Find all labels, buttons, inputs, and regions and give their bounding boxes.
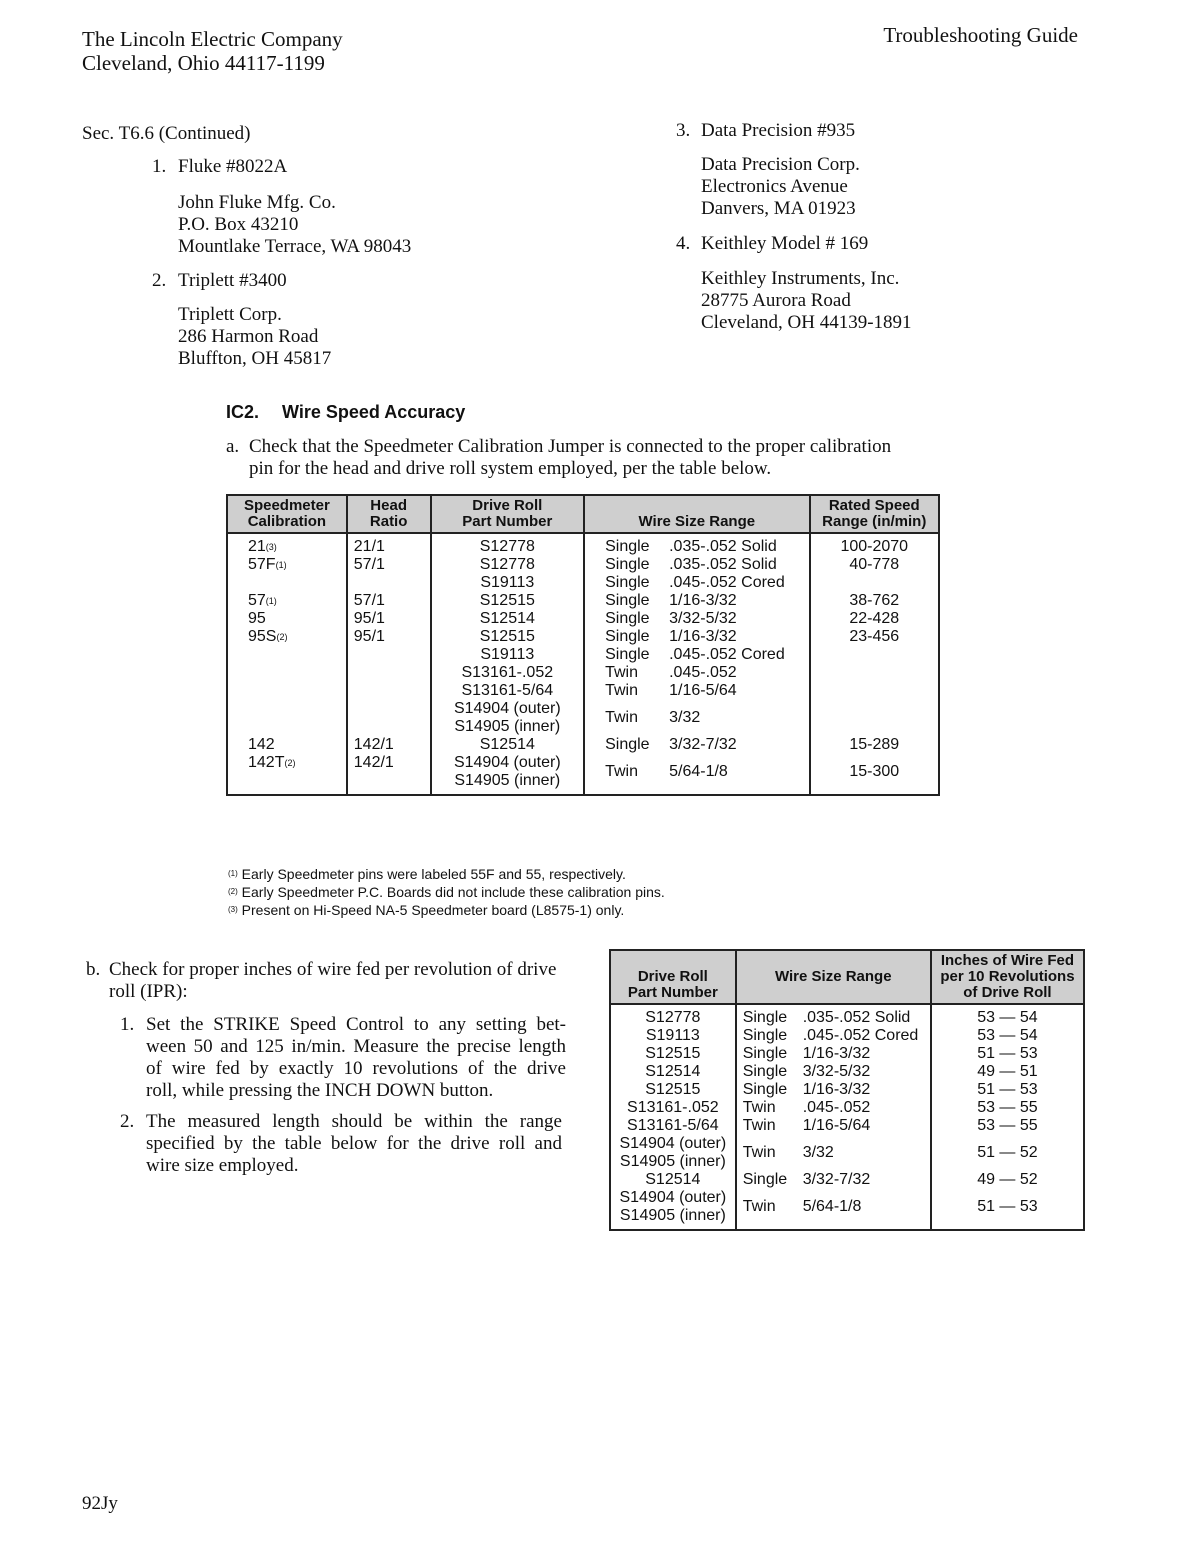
range-cell: 53 — 54 <box>931 1027 1084 1045</box>
part-cell: S14904 (outer) S14905 (inner) <box>610 1135 736 1171</box>
calibration-cell: 21$^{(3)}$ <box>227 533 347 556</box>
part-cell: S12514 <box>431 736 585 754</box>
col-header-inches: Inches of Wire Fed per 10 Revolutions of Drive Roll <box>931 950 1084 1004</box>
speed-cell: 15-300 <box>810 754 939 795</box>
heading-title: Wire Speed Accuracy <box>282 402 466 422</box>
range-cell: 53 — 55 <box>931 1117 1084 1135</box>
meter-number: 4. <box>676 233 691 254</box>
address-line: Cleveland, OH 44139-1891 <box>701 312 912 333</box>
table-row <box>610 1063 1084 1081</box>
ratio-cell: 95/1 <box>347 610 431 628</box>
part-cell: S12778 <box>431 533 585 556</box>
meter-model: Data Precision #935 <box>701 120 856 141</box>
range-cell: 51 — 53 <box>931 1081 1084 1099</box>
calibration-cell: 142 <box>227 736 347 754</box>
company-header <box>82 27 343 75</box>
paragraph-a <box>226 436 891 480</box>
col-header-wire-size: Wire Size Range <box>736 950 931 1004</box>
meter-1-address <box>178 192 411 258</box>
ratio-cell: 95/1 <box>347 628 431 736</box>
col-header-ratio: Head Ratio <box>347 495 431 533</box>
step-number: 2. <box>120 1111 135 1132</box>
step-2 <box>120 1111 562 1177</box>
wire-cell: Single 3/32-5/32 <box>736 1063 931 1081</box>
company-name: The Lincoln Electric Company <box>82 27 343 51</box>
wire-cell: Single 1/16-3/32 <box>736 1081 931 1099</box>
paragraph-line: pin for the head and drive roll system employed, per the table below. <box>249 458 772 479</box>
meter-number: 1. <box>152 156 167 177</box>
address-line: 28775 Aurora Road <box>701 290 851 311</box>
table-row <box>227 533 939 556</box>
range-cell: 51 — 53 <box>931 1189 1084 1230</box>
part-cell: S13161-.052 <box>610 1099 736 1117</box>
range-cell: 49 — 51 <box>931 1063 1084 1081</box>
table-row <box>227 754 939 795</box>
meter-2-address <box>178 304 331 370</box>
paragraph-line: Check for proper inches of wire fed per revolution of drive <box>109 959 557 980</box>
part-cell: S12515 <box>431 592 585 610</box>
meter-2 <box>152 270 287 292</box>
wire-cell: Twin 5/64-1/8 <box>736 1189 931 1230</box>
step-line: of wire fed by exactly 10 revolutions of the drive <box>146 1058 566 1079</box>
footnote: $^{(1)}$ Early Speedmeter pins were labeled 55F and 55, respectively. <box>228 866 626 882</box>
part-cell: S12778 S19113 <box>431 556 585 592</box>
paragraph-label: b. <box>86 959 101 980</box>
wire-cell: Single 3/32-5/32 <box>584 610 809 628</box>
table-row <box>610 1099 1084 1117</box>
calibration-cell: $142T^{(2)}$ <box>227 754 347 795</box>
part-cell: S12515 <box>610 1045 736 1063</box>
address-line: Danvers, MA 01923 <box>701 198 856 219</box>
table-row <box>227 736 939 754</box>
paragraph-line: Check that the Speedmeter Calibration Jumper is connected to the proper calibration <box>249 436 892 457</box>
ratio-cell: 142/1 <box>347 754 431 795</box>
part-cell: S12515 <box>610 1081 736 1099</box>
range-cell: 49 — 52 <box>931 1171 1084 1189</box>
meter-model: Fluke #8022A <box>178 156 288 177</box>
col-header-calibration: Speedmeter Calibration <box>227 495 347 533</box>
part-cell: S19113 <box>610 1027 736 1045</box>
table-row <box>610 1117 1084 1135</box>
ratio-cell: 57/1 <box>347 556 431 592</box>
address-line: Electronics Avenue <box>701 176 848 197</box>
part-cell: S12515 S19113 S13161-.052 S13161-5/64 S14904 (outer) S14905 (inner) <box>431 628 585 736</box>
page-footer-code: 92Jy <box>82 1493 118 1514</box>
table-row <box>610 1171 1084 1189</box>
part-cell: S14904 (outer) S14905 (inner) <box>431 754 585 795</box>
meter-model: Triplett #3400 <box>178 270 287 291</box>
table-row <box>610 1189 1084 1230</box>
step-line: ween 50 and 125 in/min. Measure the precise length <box>146 1036 566 1057</box>
company-address: Cleveland, Ohio 44117-1199 <box>82 51 325 75</box>
table-row <box>610 1135 1084 1171</box>
meter-3-address <box>701 154 860 220</box>
ratio-cell: 57/1 <box>347 592 431 610</box>
wire-cell: Twin 1/16-5/64 <box>736 1117 931 1135</box>
address-line: Triplett Corp. <box>178 304 282 325</box>
ratio-cell: 142/1 <box>347 736 431 754</box>
wire-cell: Single 1/16-3/32 Single .045-.052 Cored Twin .045-.052 Twin 1/16-5/64 Twin 3/32 <box>584 628 809 736</box>
wire-cell: Single .035-.052 Solid Single .045-.052 Cored <box>584 556 809 592</box>
section-label: Sec. T6.6 (Continued) <box>82 123 251 144</box>
part-cell: S12514 <box>610 1063 736 1081</box>
meter-4-address <box>701 268 912 334</box>
step-1 <box>120 1014 566 1102</box>
col-header-rated-speed: Rated Speed Range (in/min) <box>810 495 939 533</box>
range-cell: 53 — 54 <box>931 1004 1084 1027</box>
wire-cell: Single .035-.052 Solid <box>584 533 809 556</box>
address-line: Bluffton, OH 45817 <box>178 348 332 369</box>
calibration-cell: $95S^{(2)}$ <box>227 628 347 736</box>
speed-cell: 23-456 <box>810 628 939 736</box>
speed-cell: 22-428 <box>810 610 939 628</box>
address-line: Mountlake Terrace, WA 98043 <box>178 236 412 257</box>
wire-cell: Single .045-.052 Cored <box>736 1027 931 1045</box>
table-row <box>610 1045 1084 1063</box>
table-row <box>610 1081 1084 1099</box>
step-line: wire size employed. <box>146 1155 299 1176</box>
part-cell: S14904 (outer) S14905 (inner) <box>610 1189 736 1230</box>
section-heading <box>226 402 465 423</box>
meter-4 <box>676 233 868 255</box>
ratio-cell: 21/1 <box>347 533 431 556</box>
speed-cell: 100-2070 <box>810 533 939 556</box>
address-line: Keithley Instruments, Inc. <box>701 268 900 289</box>
speed-cell: 15-289 <box>810 736 939 754</box>
wire-cell: Twin .045-.052 <box>736 1099 931 1117</box>
meter-model: Keithley Model # 169 <box>701 233 869 254</box>
step-line: specified by the table below for the drive roll and <box>146 1133 562 1154</box>
table-row <box>227 628 939 736</box>
wire-cell: Single .035-.052 Solid <box>736 1004 931 1027</box>
speed-cell: 38-762 <box>810 592 939 610</box>
table-footnotes <box>228 865 665 919</box>
table-row <box>610 1004 1084 1027</box>
paragraph-line: roll (IPR): <box>109 981 188 1002</box>
meter-number: 3. <box>676 120 691 141</box>
footnote: $^{(3)}$ Present on Hi-Speed NA-5 Speedmeter board (L8575-1) only. <box>228 902 625 918</box>
calibration-cell: $57F^{(1)}$ <box>227 556 347 592</box>
step-line: roll, while pressing the INCH DOWN button. <box>146 1080 494 1101</box>
address-line: 286 Harmon Road <box>178 326 319 347</box>
table-row <box>227 592 939 610</box>
part-cell: S12514 <box>610 1171 736 1189</box>
range-cell: 51 — 53 <box>931 1045 1084 1063</box>
wire-cell: Twin 5/64-1/8 <box>584 754 809 795</box>
range-cell: 53 — 55 <box>931 1099 1084 1117</box>
guide-title: Troubleshooting Guide <box>883 23 1078 47</box>
wire-cell: Single 3/32-7/32 <box>584 736 809 754</box>
address-line: John Fluke Mfg. Co. <box>178 192 336 213</box>
meter-3 <box>676 120 855 142</box>
col-header-wire-size: Wire Size Range <box>584 495 809 533</box>
calibration-cell: 57$^{(1)}$ <box>227 592 347 610</box>
paragraph-b <box>86 959 556 1003</box>
table-row <box>227 610 939 628</box>
calibration-table <box>226 494 940 796</box>
calibration-cell: 95 <box>227 610 347 628</box>
range-cell: 51 — 52 <box>931 1135 1084 1171</box>
address-line: P.O. Box 43210 <box>178 214 299 235</box>
address-line: Data Precision Corp. <box>701 154 860 175</box>
paragraph-label: a. <box>226 436 240 457</box>
heading-number: IC2. <box>226 402 260 422</box>
footnote: $^{(2)}$ Early Speedmeter P.C. Boards did not include these calibration pins. <box>228 884 665 900</box>
col-header-drive-roll: Drive Roll Part Number <box>431 495 585 533</box>
wire-cell: Single 1/16-3/32 <box>584 592 809 610</box>
wire-cell: Single 3/32-7/32 <box>736 1171 931 1189</box>
table-header-row <box>227 495 939 533</box>
step-line: Set the STRIKE Speed Control to any setting bet- <box>146 1014 566 1035</box>
part-cell: S12778 <box>610 1004 736 1027</box>
speed-cell: 40-778 <box>810 556 939 592</box>
col-header-drive-roll: Drive Roll Part Number <box>610 950 736 1004</box>
table-row <box>610 1027 1084 1045</box>
part-cell: S13161-5/64 <box>610 1117 736 1135</box>
step-number: 1. <box>120 1014 135 1035</box>
step-line: The measured length should be within the range <box>146 1111 562 1132</box>
table-row <box>227 556 939 592</box>
part-cell: S12514 <box>431 610 585 628</box>
wire-cell: Twin 3/32 <box>736 1135 931 1171</box>
ipr-table <box>609 949 1085 1231</box>
table-header-row <box>610 950 1084 1004</box>
meter-1 <box>152 156 287 178</box>
wire-cell: Single 1/16-3/32 <box>736 1045 931 1063</box>
meter-number: 2. <box>152 270 167 291</box>
